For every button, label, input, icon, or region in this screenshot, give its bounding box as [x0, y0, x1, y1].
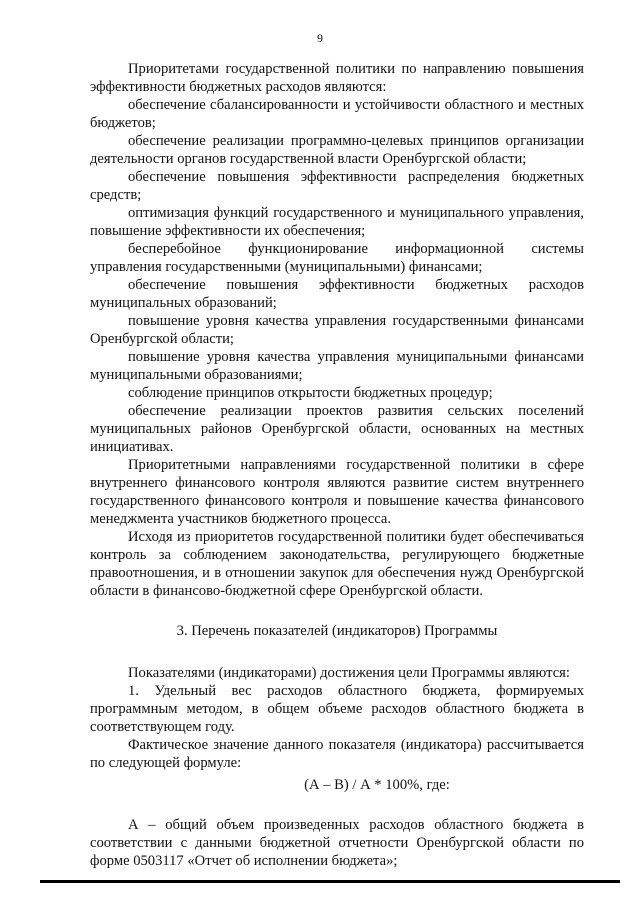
- formula: (А – В) / А * 100%, где:: [304, 777, 450, 793]
- bottom-rule: [40, 880, 620, 883]
- paragraph: Исходя из приоритетов государственной политики будет обеспечиваться контроль за соблюдением законодательства, регулирующего бюджетные правоотношения, и в отношении закупок для обеспечения нужд Оренбургской области в финансово-бюджетной сфере Оренбургской области.: [90, 529, 584, 599]
- section-heading: 3. Перечень показателей (индикаторов) Программы: [176, 623, 498, 639]
- priorities-block: [90, 60, 584, 600]
- paragraph: обеспечение повышения эффективности распределения бюджетных средств;: [90, 169, 584, 203]
- paragraph: обеспечение реализации программно-целевых принципов организации деятельности органов государственной власти Оренбургской области;: [90, 133, 584, 167]
- paragraph: Приоритетными направлениями государственной политики в сфере внутреннего финансового контроля являются развитие систем внутреннего государственного финансового контроля и повышение качества финансового менеджмента участников бюджетного процесса.: [90, 457, 584, 527]
- paragraph: А – общий объем произведенных расходов областного бюджета в соответствии с данными бюджетной отчетности Оренбургской области по форме 0503117 «Отчет об исполнении бюджета»;: [90, 817, 584, 869]
- paragraph: соблюдение принципов открытости бюджетных процедур;: [128, 385, 493, 401]
- paragraph: 1. Удельный вес расходов областного бюджета, формируемых программным методом, в общем объеме расходов областного бюджета в соответствующем году.: [90, 683, 584, 735]
- paragraph: обеспечение повышения эффективности бюджетных расходов муниципальных образований;: [90, 277, 584, 311]
- paragraph: обеспечение реализации проектов развития сельских поселений муниципальных районов Оренбургской области, основанных на местных инициативах.: [90, 403, 584, 455]
- page-number: 9: [317, 31, 323, 45]
- paragraph: Фактическое значение данного показателя (индикатора) рассчитывается по следующей формуле:: [90, 737, 584, 771]
- formula-definitions-block: [90, 816, 584, 870]
- paragraph: оптимизация функций государственного и муниципального управления, повышение эффективности их обеспечения;: [90, 205, 584, 239]
- paragraph: Показателями (индикаторами) достижения цели Программы являются:: [128, 665, 570, 681]
- document-body: [90, 60, 584, 870]
- paragraph: Приоритетами государственной политики по направлению повышения эффективности бюджетных расходов являются:: [90, 61, 584, 95]
- paragraph: обеспечение сбалансированности и устойчивости областного и местных бюджетов;: [90, 97, 584, 131]
- paragraph: повышение уровня качества управления муниципальными финансами муниципальными образованиями;: [90, 349, 584, 383]
- paragraph: бесперебойное функционирование информационной системы управления государственными (муниципальными) финансами;: [90, 241, 584, 275]
- indicators-block: [90, 664, 584, 772]
- paragraph: повышение уровня качества управления государственными финансами Оренбургской области;: [90, 313, 584, 347]
